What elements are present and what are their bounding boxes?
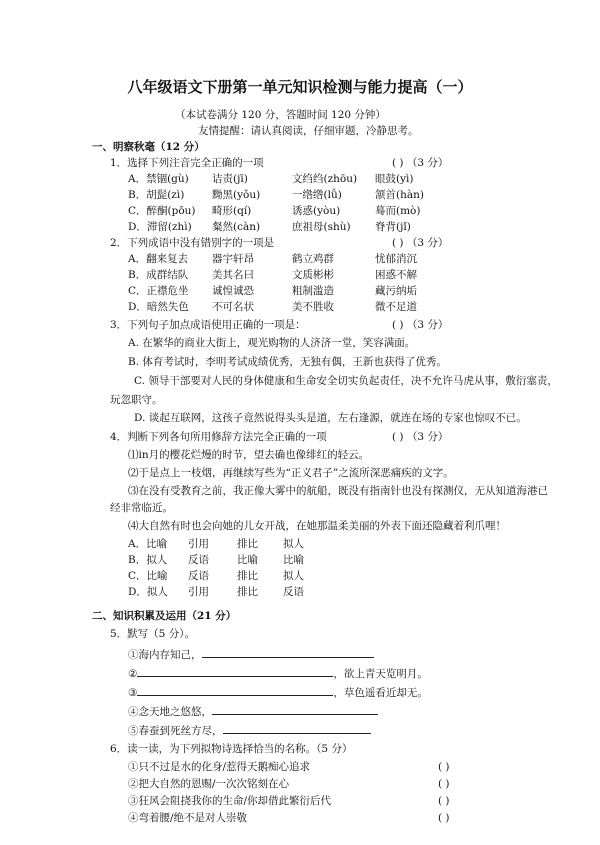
dictation-blank-4[interactable] <box>212 703 378 715</box>
question-1-option-0-1: 诘责(jī) <box>212 173 248 185</box>
question-4-option-3-0: D．拟人 <box>128 586 168 598</box>
question-1-option-1-2: 一绺绺(lǚ) <box>292 189 342 201</box>
question-4-option-0-1: 引用 <box>188 538 209 550</box>
question-3-option-c: C. 领导干部要对人民的身体健康和生命安全切实负起责任，决不允许马虎从事，敷衍塞责， <box>134 375 558 387</box>
question-2-stem: 2．下列成语中没有错别字的一项是 <box>110 237 275 249</box>
reminder-text: 友情提醒：请认真阅读，仔细审题，冷静思考。 <box>198 125 419 137</box>
question-3-option-d: D. 谈起互联网，这孩子竟然说得头头是道，左右逢源，就连在场的专家也惊叹不已。 <box>134 412 527 424</box>
poem-item-2: ②把大自然的恩赐/一次次铭刻在心 <box>128 778 290 790</box>
question-1-option-2-1: 畸形(qí) <box>212 205 252 217</box>
poem-item-1: ①只不过是水的化身/惹得天鹅痴心追求 <box>128 761 311 773</box>
question-4-option-2-0: C．比喻 <box>128 570 168 582</box>
poem-answer-slot-2[interactable]: ( ) <box>438 778 450 790</box>
question-2-option-2-0: C．正襟危坐 <box>128 285 189 297</box>
dictation-line-5-prefix: ⑤春蚕到死丝方尽， <box>128 725 223 737</box>
question-4-sentence-3-cont: 经非常临近。 <box>110 502 173 514</box>
poem-item-4: ④弯着腰/绝不是对人崇敬 <box>128 812 248 824</box>
question-4-sentence-1: ⑴in月的樱花烂熳的时节，望去确也像绯红的轻云。 <box>128 449 370 461</box>
question-4-option-1-3: 比喻 <box>283 554 304 566</box>
question-2-answer-slot[interactable]: ( ) （3 分） <box>392 237 449 249</box>
question-4-option-1-1: 反语 <box>188 554 209 566</box>
question-1-option-2-3: 蓦而(mò) <box>375 205 421 217</box>
question-2-option-0-1: 器宇轩昂 <box>212 253 254 265</box>
question-1-option-1-1: 黝黑(yǒu) <box>212 189 261 201</box>
question-1-option-3-3: 脊背(jǐ) <box>375 221 411 233</box>
dictation-line-3-prefix: ③ <box>128 687 138 699</box>
poem-item-3: ③狂风会阻挠我你的生命/你却借此繁衍后代 <box>128 795 332 807</box>
question-1-option-1-0: B．胡髭(zì) <box>128 189 185 201</box>
dictation-line-2 <box>128 665 428 681</box>
question-2-option-1-2: 文质彬彬 <box>292 269 334 281</box>
question-4-option-1-2: 比喻 <box>237 554 258 566</box>
question-4-stem: 4．判断下列各句所用修辞方法完全正确的一项 <box>110 431 327 443</box>
question-1-option-0-3: 眼鼓(yì) <box>375 173 414 185</box>
question-1-stem: 1．选择下列注音完全正确的一项 <box>110 157 264 169</box>
dictation-blank-3[interactable] <box>137 684 333 696</box>
question-4-answer-slot[interactable]: ( ) （3 分） <box>392 431 449 443</box>
question-4-option-0-0: A．比喻 <box>128 538 168 550</box>
question-2-option-3-2: 美不胜收 <box>292 301 334 313</box>
question-2-option-2-3: 藏污纳垢 <box>375 285 417 297</box>
question-4-option-0-3: 拟人 <box>283 538 304 550</box>
question-2-option-2-1: 诚惶诚恐 <box>212 285 254 297</box>
question-4-sentence-4: ⑷大自然有时也会向她的儿女开战，在她那温柔美丽的外表下面还隐藏着利爪哩！ <box>128 520 506 532</box>
question-2-option-1-0: B．成群结队 <box>128 269 189 281</box>
question-2-option-2-2: 粗制滥造 <box>292 285 334 297</box>
poem-answer-slot-4[interactable]: ( ) <box>438 812 450 824</box>
question-1-option-1-3: 颔首(hàn) <box>375 189 424 201</box>
question-3-stem: 3．下列句子加点成语使用正确的一项是： <box>110 319 306 331</box>
question-2-option-3-0: D．暗然失色 <box>128 301 189 313</box>
question-2-option-1-3: 困惑不解 <box>375 269 417 281</box>
question-1-option-2-2: 诱惑(yòu) <box>292 205 341 217</box>
dictation-line-3 <box>128 684 428 700</box>
question-3-option-c-cont: 玩忽职守。 <box>110 394 163 406</box>
question-1-option-3-1: 粲然(càn) <box>212 221 261 233</box>
question-5-stem: 5．默写（5 分）。 <box>110 628 195 640</box>
question-4-sentence-2: ⑵于是点上一枝烟，再继续写些为“正义君子”之流所深恶痛疾的文字。 <box>128 467 454 479</box>
dictation-line-4 <box>128 703 378 719</box>
question-3-option-b: B. 体育考试时，李明考试成绩优秀，无独有偶，王新也获得了优秀。 <box>128 356 447 368</box>
question-4-option-2-2: 排比 <box>237 570 258 582</box>
question-1-answer-slot[interactable]: ( ) （3 分） <box>392 157 449 169</box>
question-4-option-1-0: B．拟人 <box>128 554 168 566</box>
question-2-option-0-3: 忧郁消沉 <box>375 253 417 265</box>
question-1-option-0-0: A．禁锢(gù) <box>128 173 189 185</box>
question-2-option-3-1: 不可名状 <box>212 301 254 313</box>
poem-answer-slot-1[interactable]: ( ) <box>438 761 450 773</box>
dictation-line-1-prefix: ①海内存知己， <box>128 649 202 661</box>
question-2-option-1-1: 美其名曰 <box>212 269 254 281</box>
question-6-stem: 6．读一读，为下列拟物诗选择恰当的名称。（5 分） <box>110 743 353 755</box>
section-heading-2: 二、知识积累及运用（21 分） <box>92 610 237 622</box>
dictation-blank-1[interactable] <box>202 646 374 658</box>
question-3-option-a: A. 在繁华的商业大街上，观光购物的人济济一堂，笑容满面。 <box>128 337 416 349</box>
question-4-option-3-3: 反语 <box>283 586 304 598</box>
question-2-option-0-2: 鹤立鸡群 <box>292 253 334 265</box>
section-heading-1: 一、明察秋毫（12 分） <box>92 141 205 153</box>
dictation-line-5 <box>128 722 371 738</box>
question-4-option-2-3: 拟人 <box>283 570 304 582</box>
question-4-option-2-1: 反语 <box>188 570 209 582</box>
question-1-option-0-2: 文绉绉(zhōu) <box>292 173 358 185</box>
page-title: 八年级语文下册第一单元知识检测与能力提高（一） <box>127 78 473 96</box>
dictation-line-2-suffix: ，欲上青天览明月。 <box>333 668 428 680</box>
question-4-option-3-2: 排比 <box>237 586 258 598</box>
question-4-option-3-1: 引用 <box>188 586 209 598</box>
dictation-line-3-suffix: ，草色遥看近却无。 <box>333 687 428 699</box>
dictation-line-2-prefix: ② <box>128 668 138 680</box>
question-1-option-3-0: D．滞留(zhì) <box>128 221 192 233</box>
dictation-blank-5[interactable] <box>223 722 371 734</box>
question-2-option-0-0: A．翻来复去 <box>128 253 189 265</box>
question-1-option-2-0: C．醉酮(pōu) <box>128 205 196 217</box>
question-3-answer-slot[interactable]: ( ) （3 分） <box>392 319 449 331</box>
poem-answer-slot-3[interactable]: ( ) <box>438 795 450 807</box>
exam-info: （本试卷满分 120 分，答题时间 120 分钟） <box>175 109 386 121</box>
question-4-sentence-3: ⑶在没有受教育之前，我正像大雾中的航船，既没有指南针也没有探测仪，无从知道海港已 <box>128 485 548 497</box>
dictation-blank-2[interactable] <box>137 665 333 677</box>
dictation-line-4-prefix: ④念天地之悠悠， <box>128 706 212 718</box>
question-4-option-0-2: 排比 <box>237 538 258 550</box>
question-2-option-3-3: 微不足道 <box>375 301 417 313</box>
question-1-option-3-2: 庶祖母(shù) <box>292 221 351 233</box>
dictation-line-1 <box>128 646 374 662</box>
